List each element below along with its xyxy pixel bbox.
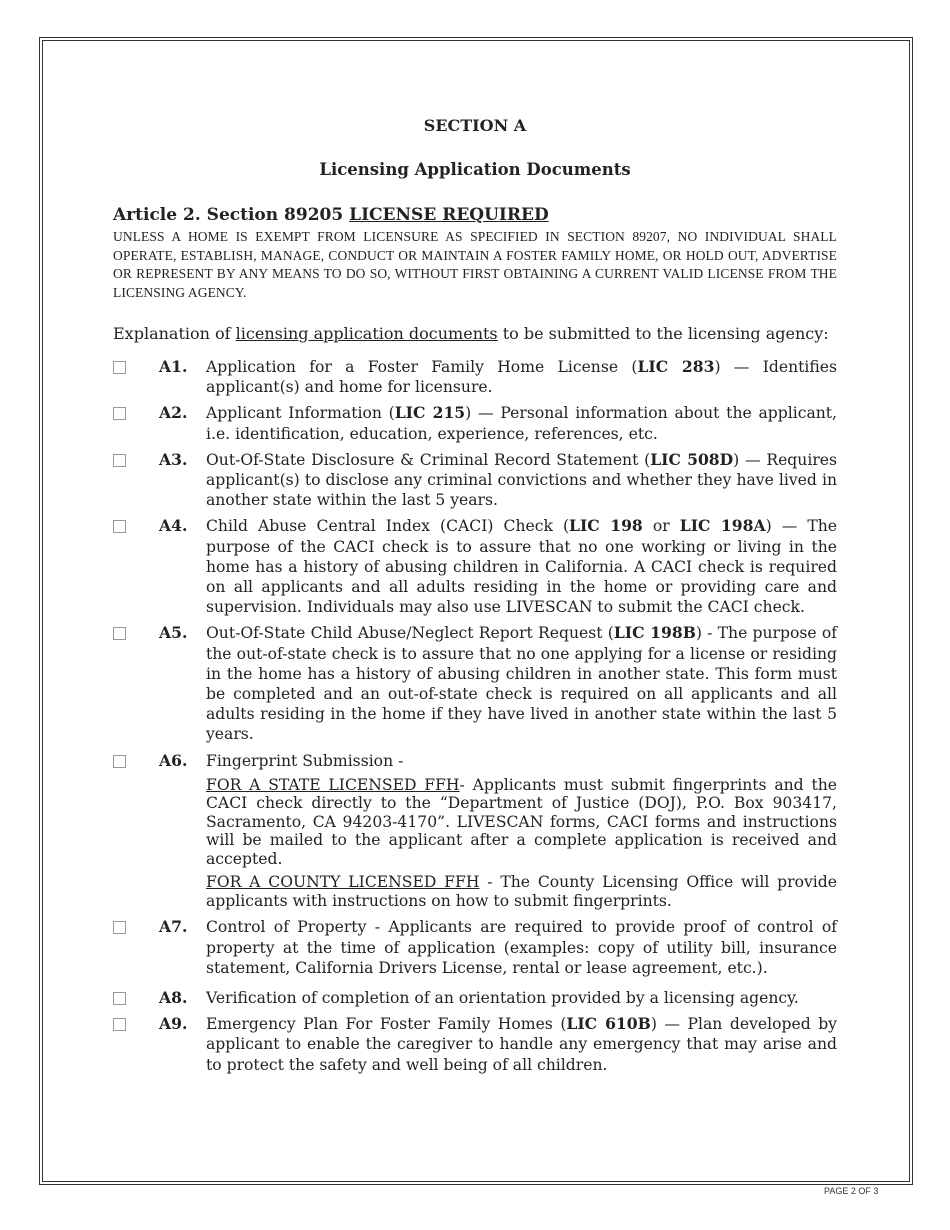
county-licensed-instructions: FOR A COUNTY LICENSED FFH - The County Licensing Office will provide applicants with instructions on how to submit fingerprints. [206,873,837,911]
item-code: A6. [159,750,188,770]
section-title: SECTION A [423,116,527,135]
item-code: A8. [159,987,188,1007]
checklist-item-a2: A2. Applicant Information (LIC 215) — Personal information about the applicant, i.e. identification, education, experience, references, etc. [113,403,837,443]
form-number: LIC 215 [394,403,466,423]
checklist-item-a5: A5. Out-Of-State Child Abuse/Neglect Report Request (LIC 198B) - The purpose of the out-of-state check is to assure that no one applying for a license or residing in the home has a history of abusing children in another state. This form must be completed and an out-of-state check is required on all applicants and all adults residing in the home if they have lived in another state within the last 5 years. [113,623,837,744]
explanation: Explanation of licensing application documents to be submitted to the licensing agency: [113,324,829,343]
checklist-item-a7: A7. Control of Property - Applicants are required to provide proof of control of property at the time of application (examples: copy of utility bill, insurance statement, California Drivers License, rental or lease agreement, etc.). [113,917,837,978]
item-title: Fingerprint Submission - [206,751,404,770]
checkbox[interactable] [113,361,126,374]
form-number: LIC 198A [679,516,766,536]
item-code: A3. [159,449,188,469]
article-prefix: Article 2. Section 89205 [113,205,350,225]
checkbox[interactable] [113,992,126,1005]
checkbox[interactable] [113,407,126,420]
article-text: UNLESS A HOME IS EXEMPT FROM LICENSURE AS SPECIFIED IN SECTION 89207, NO INDIVIDUAL SHALL OPERATE, ESTABLISH, MANAGE, CONDUCT OR MAINTAIN A FOSTER FAMILY HOME, OR HOLD OUT, ADVERTISE OR REPRESENT BY ANY MEANS TO DO SO, WITHOUT FIRST OBTAINING A CURRENT VALID LICENSE FROM THE LICENSING AGENCY. [113,229,837,300]
form-number: LIC 198 [569,516,643,536]
checkbox[interactable] [113,921,126,934]
form-number: LIC 610B [566,1014,651,1034]
item-code: A7. [159,917,188,937]
checkbox[interactable] [113,1018,126,1031]
checklist-item-a9: A9. Emergency Plan For Foster Family Homes (LIC 610B) — Plan developed by applicant to enable the caregiver to handle any emergency that may arise and to protect the safety and well being of all children. [113,1014,837,1075]
document-title: Licensing Application Documents [319,160,631,179]
form-number: LIC 508D [650,449,734,469]
page-number: PAGE 2 OF 3 [824,1186,879,1196]
checkbox[interactable] [113,454,126,467]
checklist-item-a8: A8. Verification of completion of an orientation provided by a licensing agency. [113,988,837,1008]
article-heading [113,205,837,225]
checklist-item-a4: A4. Child Abuse Central Index (CACI) Check (LIC 198 or LIC 198A) — The purpose of the CACI check is to assure that no one working or living in the home has a history of abusing children in California. A CACI check is required on all applicants and all adults residing in the home or providing care and supervision. Individuals may also use LIVESCAN to submit the CACI check. [113,516,837,617]
item-code: A2. [159,403,188,423]
checklist-item-a6 [113,751,837,912]
document-body [113,110,837,1081]
item-code: A1. [159,357,188,376]
checklist-item-a1: A1. Application for a Foster Family Home License (LIC 283) — Identifies applicant(s) and home for licensure. [113,357,837,397]
explanation-link[interactable]: licensing application documents [235,324,498,343]
checkbox[interactable] [113,755,126,768]
article-heading-label: LICENSE REQUIRED [349,205,549,225]
state-licensed-instructions: FOR A STATE LICENSED FFH- Applicants must submit fingerprints and the CACI check directly to the “Department of Justice (DOJ), P.O. Box 903417, Sacramento, CA 94203-4170”. LIVESCAN forms, CACI forms and instructions will be mailed to the applicant after a complete application is received and accepted. [206,775,837,868]
checkbox[interactable] [113,627,126,640]
checklist-item-a3: A3. Out-Of-State Disclosure & Criminal Record Statement (LIC 508D) — Requires applicant(s) to disclose any criminal convictions and whether they have lived in another state within the last 5 years. [113,450,837,511]
item-code: A4. [159,516,188,536]
form-number: LIC 283 [637,357,715,376]
form-number: LIC 198B [613,623,696,643]
document-checklist [113,357,837,1075]
checkbox[interactable] [113,520,126,533]
item-code: A5. [159,623,188,643]
item-code: A9. [159,1014,188,1034]
